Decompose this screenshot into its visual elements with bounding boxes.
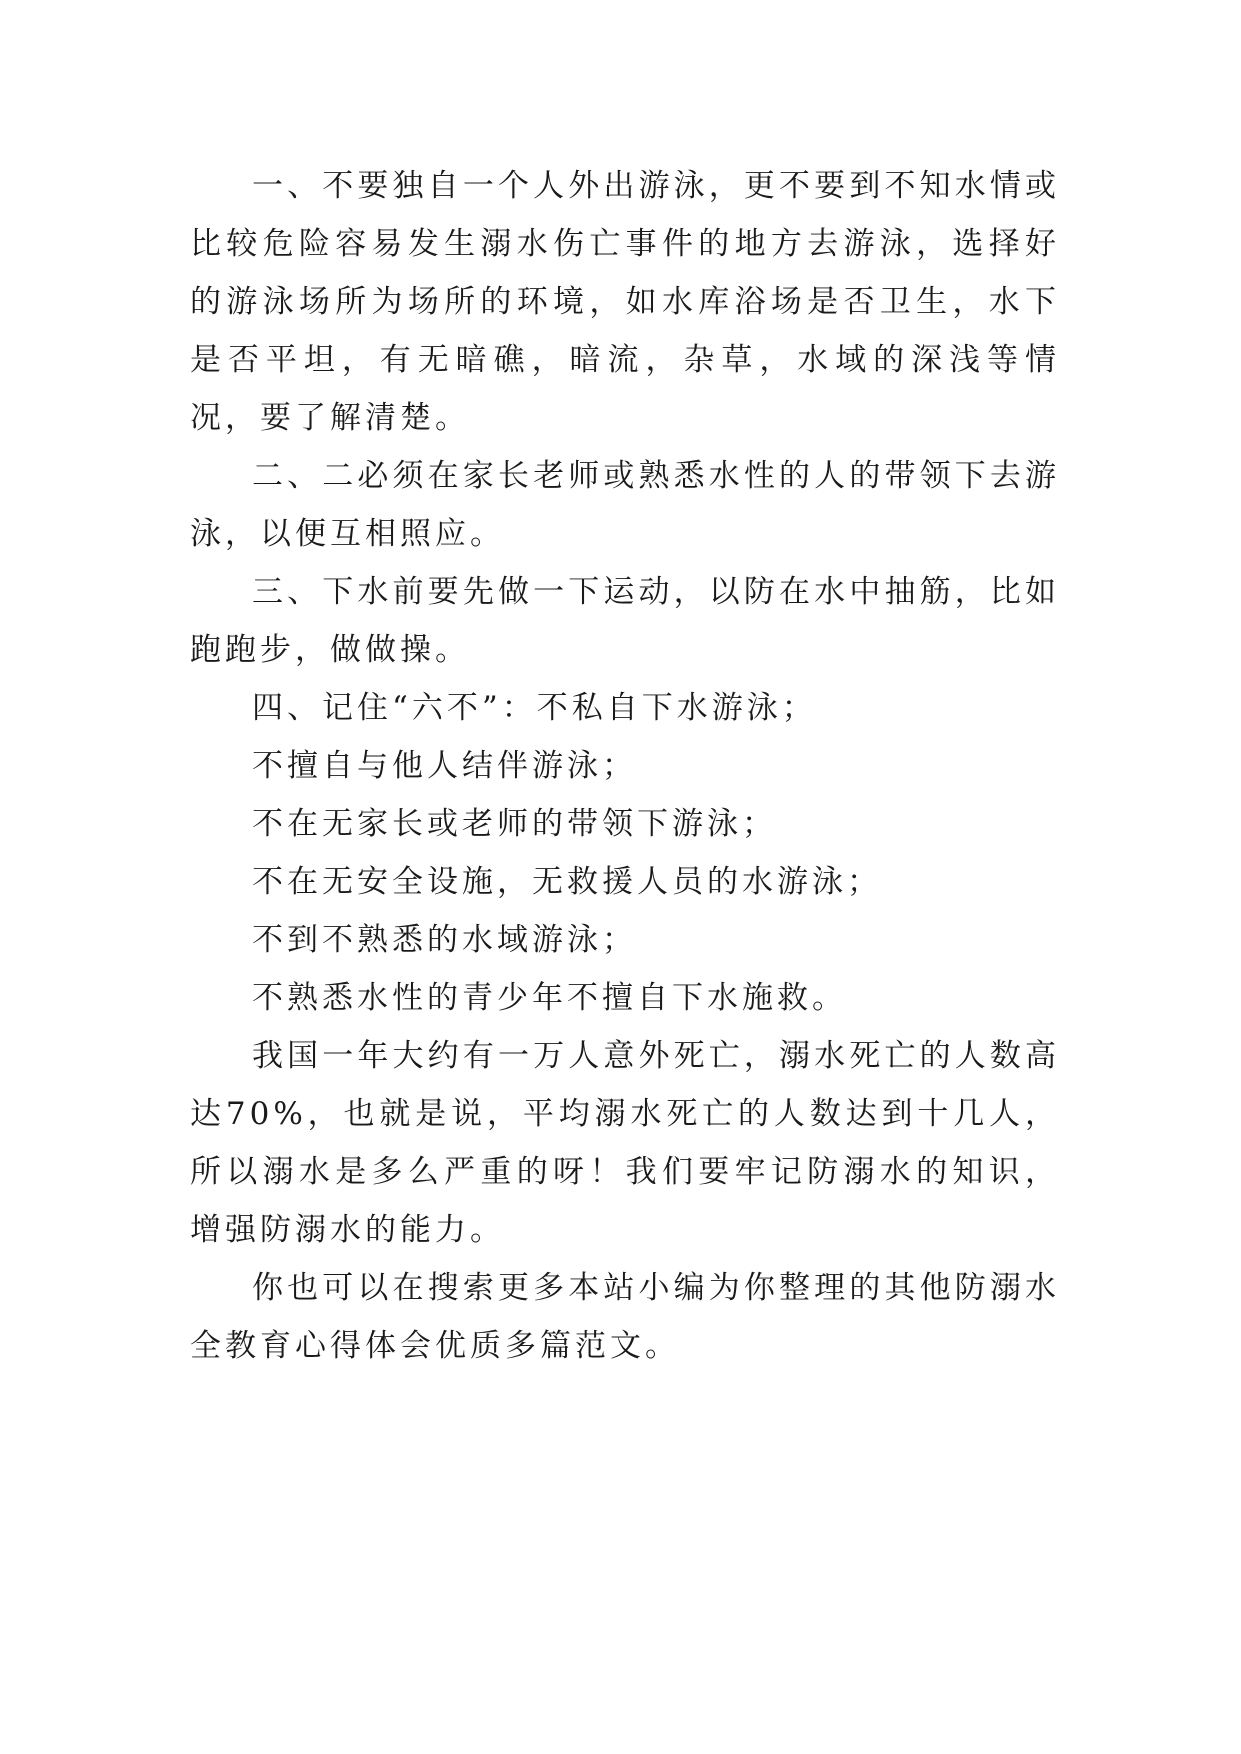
paragraph-statistics: 我国一年大约有一万人意外死亡，溺水死亡的人数高达70%，也就是说，平均溺水死亡的人数达到十几人，所以溺水是多么严重的呀！我们要牢记防溺水的知识，增强防溺水的能力。 [190,1038,1060,1248]
document-body [190,157,1060,1375]
six-not-item: 不在无家长或老师的带领下游泳； [252,806,777,842]
paragraph-rule-three: 三、下水前要先做一下运动，以防在水中抽筋，比如跑跑步，做做操。 [190,574,1060,668]
paragraph-rule-one: 一、不要独自一个人外出游泳，更不要到不知水情或比较危险容易发生溺水伤亡事件的地方去游泳，选择好的游泳场所为场所的环境，如水库浴场是否卫生，水下是否平坦，有无暗礁，暗流，杂草，水域的深浅等情况，要了解清楚。 [190,168,1060,436]
six-not-item: 不擅自与他人结伴游泳； [252,748,637,784]
six-not-item: 不熟悉水性的青少年不擅自下水施救。 [252,980,847,1016]
paragraph-rule-two: 二、二必须在家长老师或熟悉水性的人的带领下去游泳，以便互相照应。 [190,458,1060,552]
six-not-item: 不到不熟悉的水域游泳； [252,922,637,958]
six-not-item: 不在无安全设施，无救援人员的水游泳； [252,864,882,900]
paragraph-rule-four: 四、记住“六不”：不私自下水游泳； [252,690,817,726]
paragraph-closing: 你也可以在搜索更多本站小编为你整理的其他防溺水全教育心得体会优质多篇范文。 [190,1270,1060,1364]
